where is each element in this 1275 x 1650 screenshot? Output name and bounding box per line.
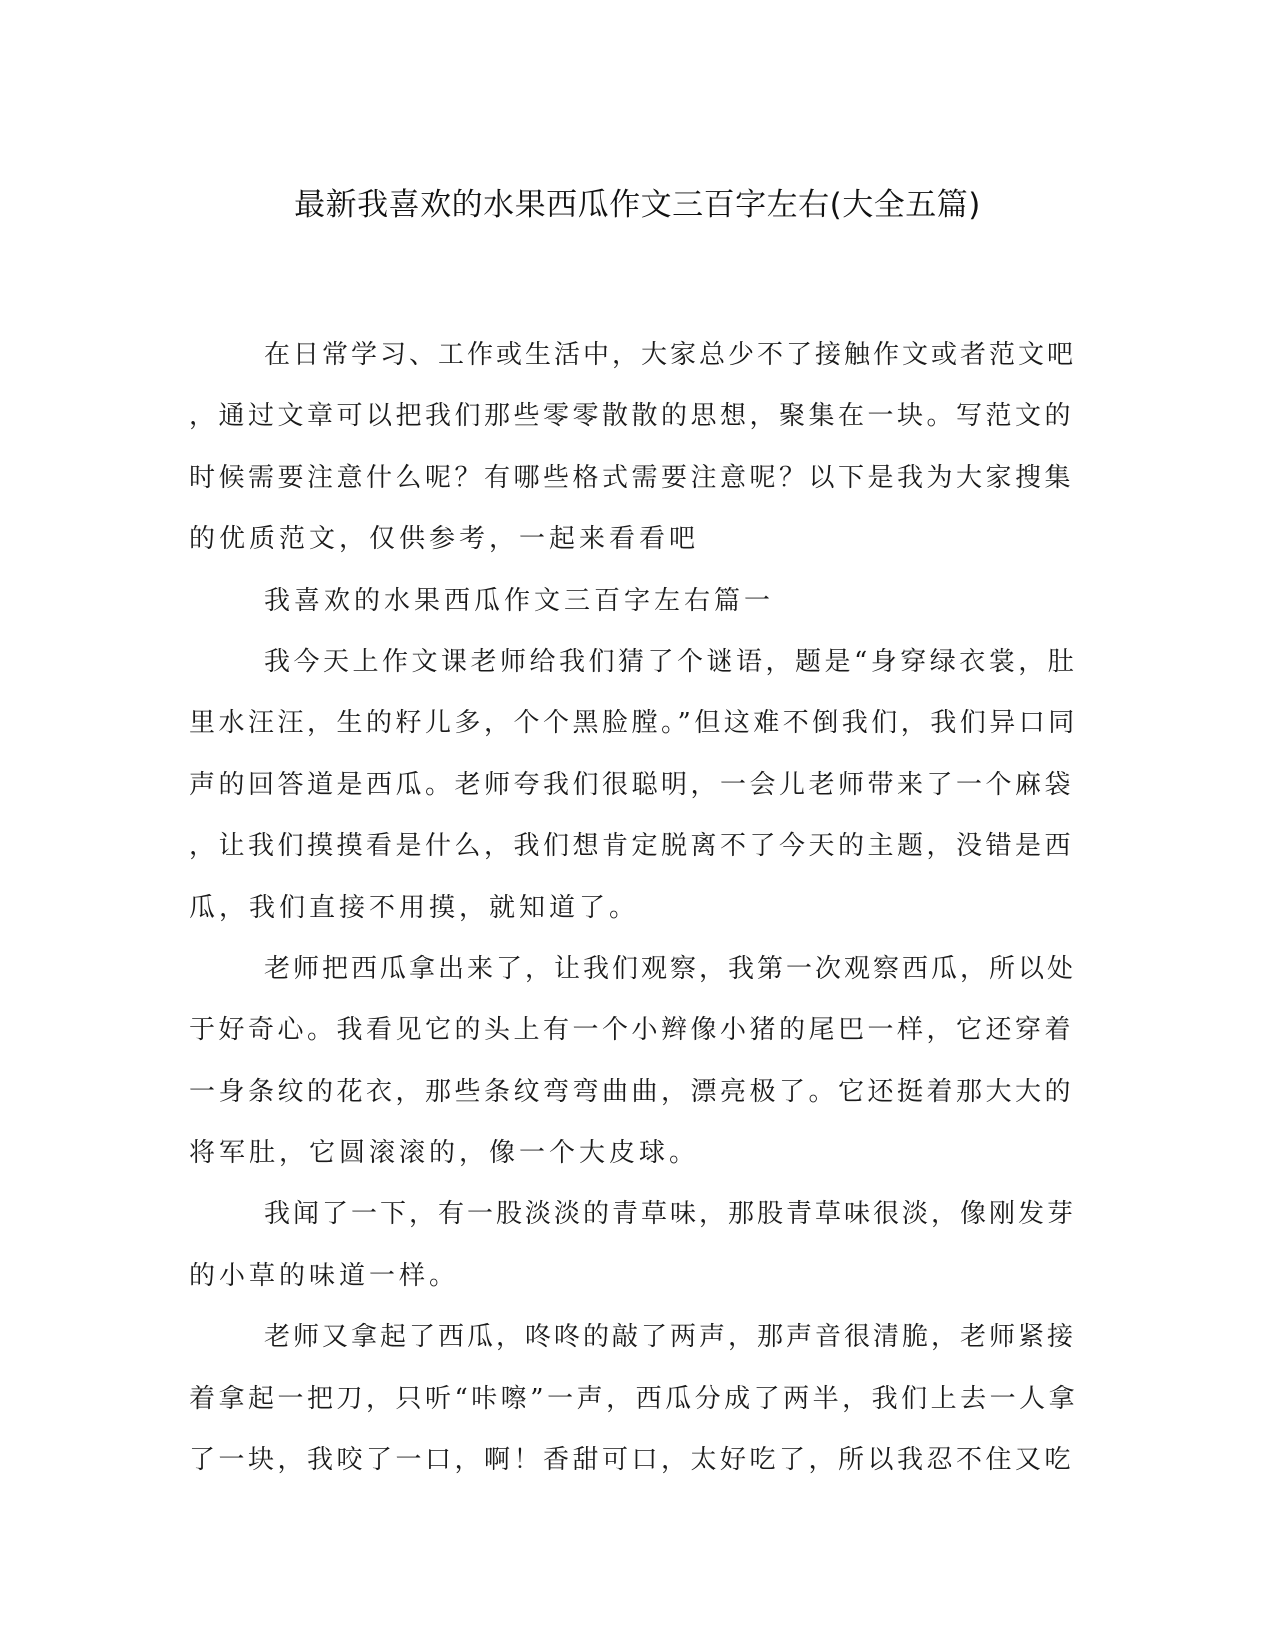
text-line: 在日常学习、工作或生活中，大家总少不了接触作文或者范文吧	[264, 340, 1077, 370]
text-line: 我闻了一下，有一股淡淡的青草味，那股青草味很淡，像刚发芽	[264, 1199, 1077, 1230]
text-line: 瓜，我们直接不用摸，就知道了。	[189, 892, 640, 923]
text-line: 的小草的味道一样。	[189, 1260, 460, 1291]
document-body	[189, 325, 1079, 1491]
text-line: ，通过文章可以把我们那些零零散散的思想，聚集在一块。写范文的	[189, 401, 1075, 432]
text-line: 我喜欢的水果西瓜作文三百字左右篇一	[264, 585, 775, 616]
text-line: 老师又拿起了西瓜，咚咚的敲了两声，那声音很清脆，老师紧接	[264, 1322, 1077, 1353]
text-line: ，让我们摸摸看是什么，我们想肯定脱离不了今天的主题，没错是西	[189, 831, 1075, 862]
text-line: 声的回答道是西瓜。老师夸我们很聪明，一会儿老师带来了一个麻袋	[189, 769, 1075, 800]
document-title: 最新我喜欢的水果西瓜作文三百字左右(大全五篇)	[294, 187, 981, 223]
text-line: 老师把西瓜拿出来了，让我们观察，我第一次观察西瓜，所以处	[264, 953, 1077, 984]
text-line: 一身条纹的花衣，那些条纹弯弯曲曲，漂亮极了。它还挺着那大大的	[189, 1076, 1075, 1107]
text-line: 着拿起一把刀，只听“咔嚓”一声，西瓜分成了两半，我们上去一人拿	[189, 1383, 1079, 1414]
text-line: 的优质范文，仅供参考，一起来看看吧	[189, 524, 700, 555]
text-line: 时候需要注意什么呢？有哪些格式需要注意呢？以下是我为大家搜集	[189, 462, 1075, 493]
text-line: 了一块，我咬了一口，啊！香甜可口，太好吃了，所以我忍不住又吃	[189, 1445, 1075, 1476]
text-line: 将军肚，它圆滚滚的，像一个大皮球。	[189, 1138, 700, 1169]
text-line: 于好奇心。我看见它的头上有一个小辫像小猪的尾巴一样，它还穿着	[189, 1015, 1075, 1046]
text-line: 里水汪汪，生的籽儿多，个个黑脸膛。”但这难不倒我们，我们异口同	[189, 708, 1078, 739]
text-line: 我今天上作文课老师给我们猜了个谜语，题是“身穿绿衣裳，肚	[264, 646, 1078, 677]
